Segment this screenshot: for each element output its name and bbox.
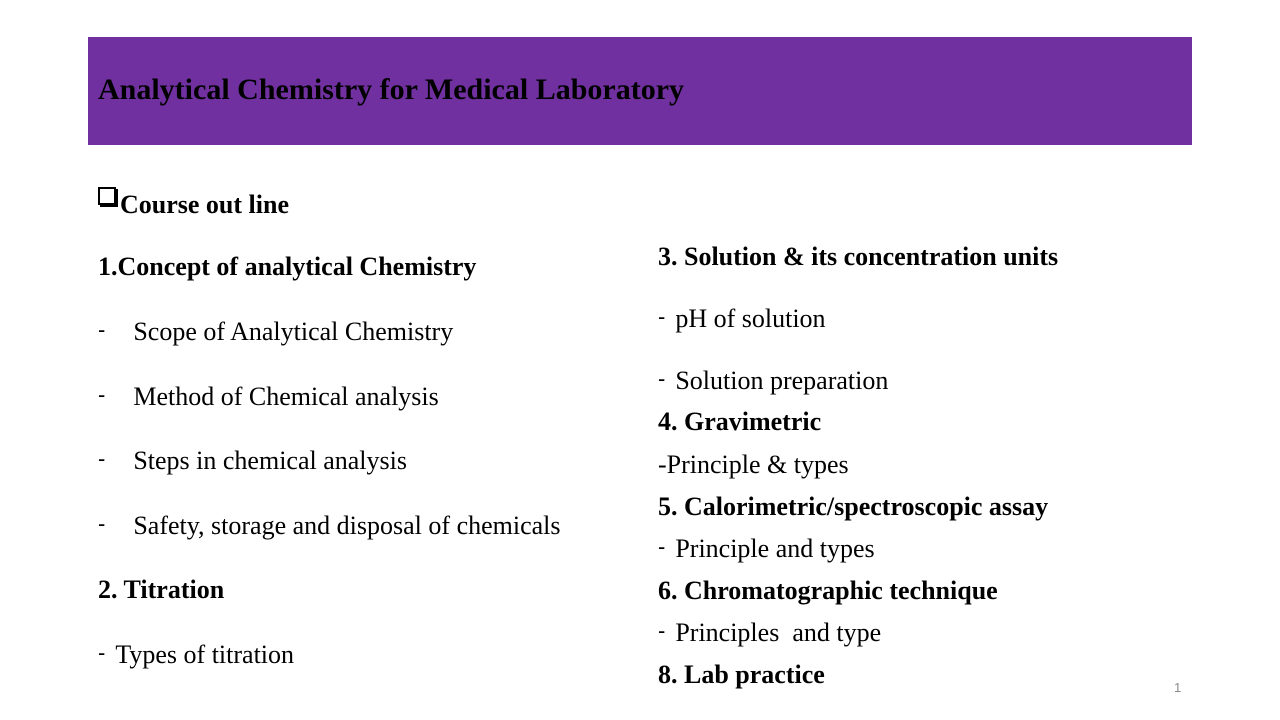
list-item-text: pH of solution [675,304,826,333]
list-item [98,511,561,541]
section-2-heading: 2. Titration [98,575,225,604]
list-item-text: Principle and types [675,534,875,563]
list-item-text: Principles and type [675,618,882,647]
section-8-heading: 8. Lab practice [658,660,825,689]
list-item-text: Safety, storage and disposal of chemicals [133,511,561,540]
list-item [98,317,453,347]
list-item-text: Method of Chemical analysis [133,382,439,411]
section-3-heading: 3. Solution & its concentration units [658,242,1059,271]
dash-bullet: - [658,618,666,643]
dash-bullet: - [98,382,106,407]
list-item-text: Steps in chemical analysis [133,446,407,475]
title-bar [88,37,1192,145]
list-item-text: Solution preparation [675,366,889,395]
checkbox-bullet-icon [98,187,116,205]
dash-bullet: - [658,304,666,329]
list-item [98,382,439,412]
section-5-heading: 5. Calorimetric/spectroscopic assay [658,492,1049,521]
dash-bullet: - [658,366,666,391]
list-item-text: Scope of Analytical Chemistry [133,317,454,346]
list-item [98,446,407,476]
course-outline-label: Course out line [120,190,289,219]
course-outline-heading [98,187,289,220]
dash-bullet: - [98,640,106,665]
dash-bullet: - [658,534,666,559]
page-number: 1 [1174,680,1182,695]
dash-bullet: - [98,317,106,342]
list-item: -Principle & types [658,450,849,479]
section-4-heading: 4. Gravimetric [658,407,822,436]
section-6-heading: 6. Chromatographic technique [658,576,998,605]
list-item [658,618,881,648]
list-item [98,640,294,670]
slide-title: Analytical Chemistry for Medical Laboratory [98,73,685,106]
list-item [658,366,888,396]
dash-bullet: - [98,511,106,536]
list-item [658,534,875,564]
dash-bullet: - [98,446,106,471]
list-item-text: Types of titration [115,640,295,669]
list-item [658,304,826,334]
section-1-heading: 1.Concept of analytical Chemistry [98,252,477,281]
